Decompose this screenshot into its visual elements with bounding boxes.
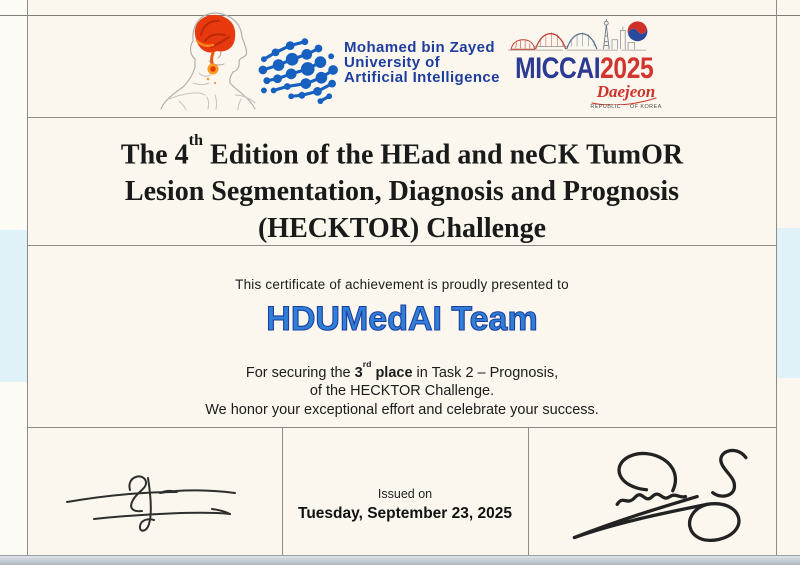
award-rank xyxy=(354,359,413,381)
award-rank-number: 3 xyxy=(354,364,363,381)
signature-right xyxy=(558,442,770,557)
issued-on-label: Issued on xyxy=(377,487,433,501)
table-border-top xyxy=(0,15,800,16)
scan-tint-right xyxy=(777,228,800,378)
signature-left xyxy=(52,462,252,547)
title-line3: (HECKTOR) Challenge xyxy=(257,213,547,245)
miccai-name: MICCAI xyxy=(515,52,601,85)
miccai-country-left: REPUBLIC xyxy=(590,104,622,110)
award-rank-word: place xyxy=(371,364,413,381)
scan-bottom-shadow xyxy=(0,556,800,565)
mbzuai-name-line2: University of xyxy=(344,54,441,71)
table-border-header-bottom xyxy=(27,117,777,118)
award-text xyxy=(27,359,777,419)
title-line1-superscript: th xyxy=(188,130,204,149)
title-line1-pre: The 4 xyxy=(120,139,189,171)
miccai-city-script: Daejeon xyxy=(596,82,656,101)
taegeuk-icon xyxy=(624,19,651,45)
mbzuai-name-line3: Artificial Intelligence xyxy=(344,69,500,86)
miccai-skyline-icon xyxy=(502,19,654,53)
team-name: HDUMedAI Team xyxy=(266,300,538,338)
award-line1 xyxy=(27,359,777,382)
certificate-title xyxy=(27,130,777,247)
miccai-country xyxy=(584,104,668,110)
award-line2: of the HECKTOR Challenge. xyxy=(309,383,495,400)
mbzuai-name xyxy=(344,40,500,85)
title-line1-post: Edition of the HEad and neCK TumOR xyxy=(203,139,684,171)
award-line3: We honor your exceptional effort and celebrate your success. xyxy=(205,401,599,418)
miccai-wordmark xyxy=(500,52,656,86)
title-line2: Lesion Segmentation, Diagnosis and Prognosis xyxy=(124,176,680,208)
mbzuai-name-line1: Mohamed bin Zayed xyxy=(344,39,495,56)
footer-divider-right xyxy=(528,428,529,556)
title-line1 xyxy=(27,130,777,173)
award-pre: For securing the xyxy=(245,364,355,381)
scan-tint-left xyxy=(0,230,27,382)
miccai-country-right: OF KOREA xyxy=(630,104,662,110)
mbzuai-logo-icon xyxy=(256,30,340,106)
presented-to-line: This certificate of achievement is proudly presented to xyxy=(235,277,569,292)
award-post: in Task 2 – Prognosis, xyxy=(412,364,559,381)
miccai-year: 2025 xyxy=(600,52,654,85)
issued-date: Tuesday, September 23, 2025 xyxy=(298,505,512,522)
award-rank-superscript: rd xyxy=(362,359,372,370)
head-neck-pet-scan-icon xyxy=(149,11,264,111)
table-border-body-bottom xyxy=(27,427,777,428)
